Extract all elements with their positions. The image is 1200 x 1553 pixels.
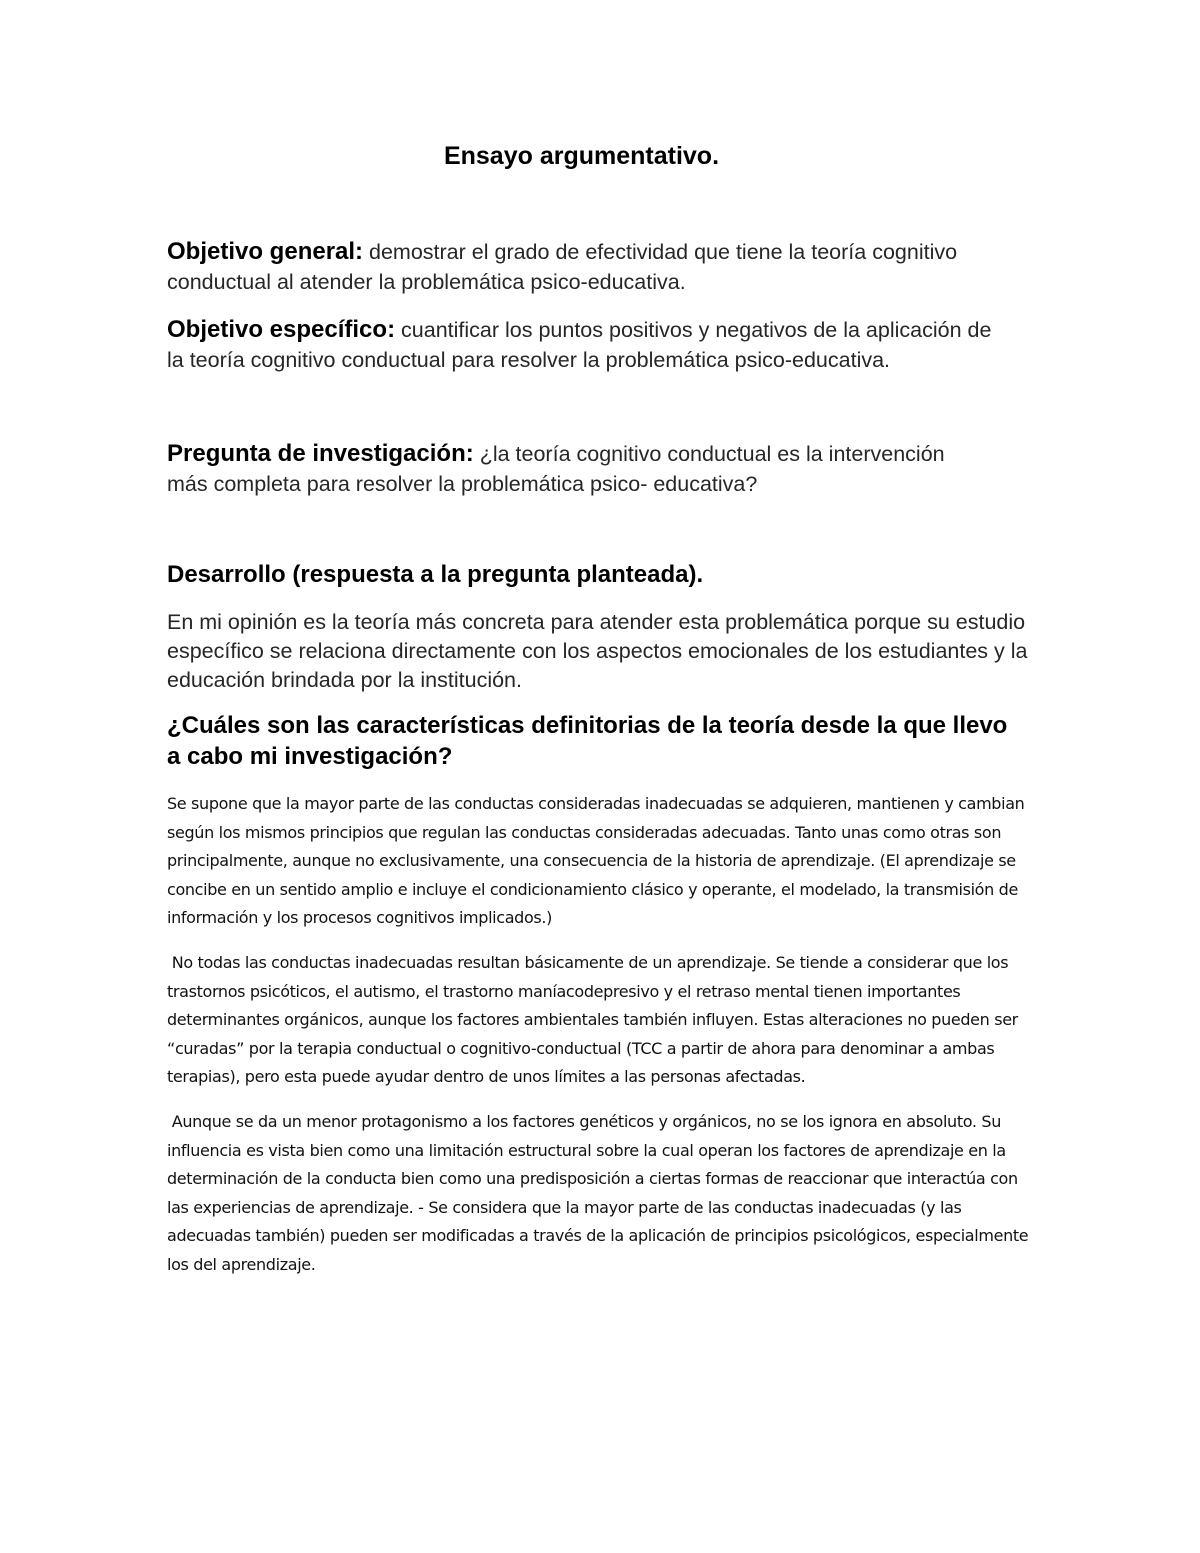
- characteristics-paragraph: Aunque se da un menor protagonismo a los factores genéticos y orgánicos, no se los ignora en absoluto. Su influencia es vista bien como una limitación estructural sobre la cual operan los factores de aprendizaje en la determinación de la conducta bien como una predisposición a ciertas formas de reaccionar que interactúa con las experiencias de aprendizaje. - Se considera que la mayor parte de las conductas inadecuadas (y las adecuadas también) pueden ser modificadas a través de la aplicación de principios psicológicos, especialmente los del aprendizaje.: [167, 1111, 1034, 1274]
- general-objective-label: Objetivo general:: [167, 238, 364, 265]
- document-title: Ensayo argumentativo.: [443, 142, 720, 170]
- research-question-label: Pregunta de investigación:: [167, 440, 474, 467]
- research-question: [167, 439, 967, 499]
- document-body: [167, 140, 1042, 1280]
- research-question-text: ¿la teoría cognitivo conductual es la intervención más completa para resolver la problemática psico- educativa?: [167, 442, 945, 496]
- specific-objective-label: Objetivo específico:: [167, 316, 396, 343]
- development-text: En mi opinión es la teoría más concreta para atender esta problemática porque su estudio específico se relaciona directamente con los aspectos emocionales de los estudiantes y la educación brindada por la institución.: [167, 610, 1028, 692]
- characteristics-paragraph: No todas las conductas inadecuadas resultan básicamente de un aprendizaje. Se tiende a considerar que los trastornos psicóticos, el autismo, el trastorno maníacodepresivo y el retraso mental tienen importantes determinantes orgánicos, aunque los factores ambientales también influyen. Estas alteraciones no pueden ser “curadas” por la terapia conductual o cognitivo-conductual (TCC a partir de ahora para denominar a ambas terapias), pero esta puede ayudar dentro de unos límites a las personas afectadas.: [167, 952, 1023, 1087]
- general-objective-text: demostrar el grado de efectividad que tiene la teoría cognitivo conductual al atender la problemática psico-educativa.: [167, 240, 958, 294]
- specific-objective-text: cuantificar los puntos positivos y negativos de la aplicación de la teoría cognitivo conductual para resolver la problemática psico-educativa.: [167, 318, 992, 372]
- development-heading: Desarrollo (respuesta a la pregunta planteada).: [167, 561, 704, 588]
- characteristics-paragraph: Se supone que la mayor parte de las conductas consideradas inadecuadas se adquieren, mantienen y cambian según los mismos principios que regulan las conductas consideradas adecuadas. Tanto unas como otras son principalmente, aunque no exclusivamente, una consecuencia de la historia de aprendizaje. (El aprendizaje se concibe en un sentido amplio e incluye el condicionamiento clásico y operante, el modelado, la transmisión de información y los procesos cognitivos implicados.): [167, 794, 1025, 928]
- characteristics-heading: ¿Cuáles son las características definitorias de la teoría desde la que llevo a cabo mi investigación?: [167, 712, 1008, 770]
- general-objective: [167, 237, 1042, 297]
- specific-objective: [167, 315, 1002, 375]
